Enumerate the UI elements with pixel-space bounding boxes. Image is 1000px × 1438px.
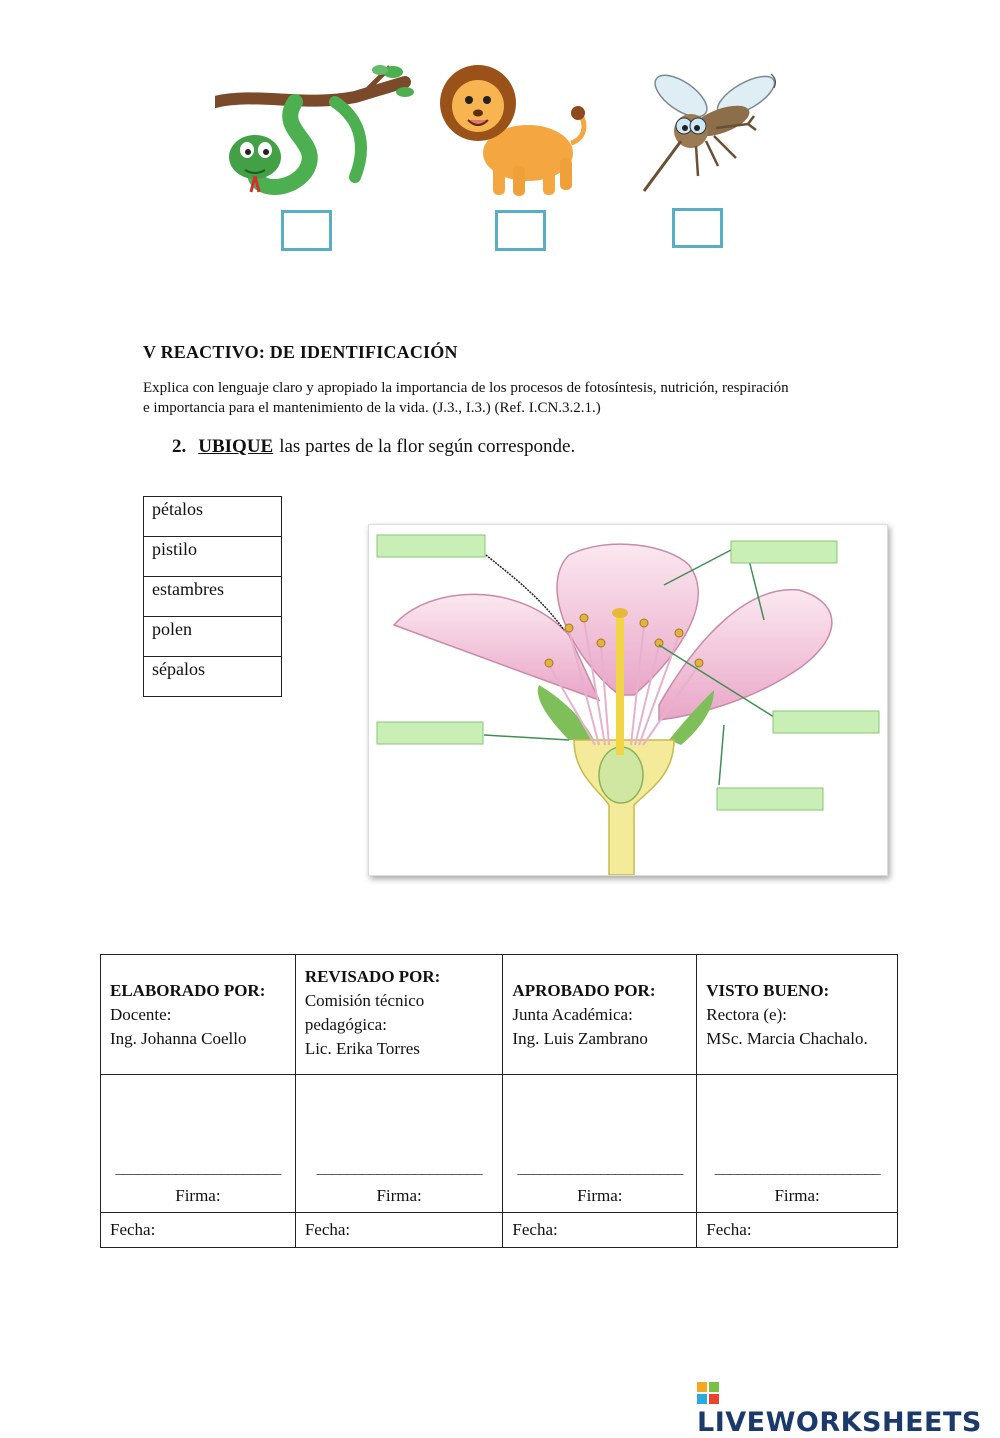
firma-label: Firma: — [577, 1186, 623, 1205]
signature-title: VISTO BUENO: — [706, 980, 830, 1000]
signature-title: REVISADO POR: — [304, 967, 441, 986]
mosquito-illustration — [636, 66, 786, 196]
question-verb: UBIQUE — [198, 436, 274, 457]
word-bank-item[interactable]: estambres — [144, 577, 282, 617]
firma-label: Firma: — [774, 1186, 820, 1205]
firma-cell[interactable] — [503, 1075, 697, 1213]
fecha-cell[interactable]: Fecha: — [101, 1213, 296, 1248]
word-bank-item[interactable]: pistilo — [144, 537, 282, 577]
flower-diagram — [368, 524, 888, 876]
mosquito-answer-box[interactable] — [672, 208, 723, 248]
signature-role: Comisión técnico — [304, 991, 425, 1010]
signature-title: ELABORADO POR: — [110, 980, 266, 1000]
signature-role: Rectora (e): — [706, 1004, 787, 1024]
question-2 — [172, 436, 575, 458]
fecha-cell[interactable]: Fecha: — [295, 1213, 503, 1248]
firma-label: Firma: — [376, 1186, 422, 1205]
signature-person: MSc. Marcia Chachalo. — [706, 1028, 868, 1048]
instruction-line-2: e importancia para el mantenimiento de la vida. (J.3., I.3.) (Ref. I.CN.3.2.1.) — [143, 400, 601, 416]
liveworksheets-icon — [697, 1382, 719, 1404]
signature-line: ______________________ — [316, 1158, 482, 1177]
signature-role: Junta Académica: — [512, 1004, 633, 1024]
brand-text: LIVEWORKSHEETS — [697, 1407, 982, 1438]
section-heading: V REACTIVO: DE IDENTIFICACIÓN — [143, 342, 458, 362]
signature-line: ______________________ — [115, 1158, 281, 1177]
firma-cell[interactable] — [295, 1075, 503, 1213]
word-bank — [143, 496, 282, 697]
question-number: 2. — [172, 436, 187, 457]
flower-illustration — [369, 525, 887, 875]
elaborado-cell — [101, 955, 296, 1075]
signature-line: ______________________ — [517, 1158, 683, 1177]
firma-cell[interactable] — [101, 1075, 296, 1213]
word-bank-item[interactable]: polen — [144, 617, 282, 657]
signatures-table — [100, 954, 898, 1248]
word-bank-item[interactable]: pétalos — [144, 497, 282, 537]
question-text: las partes de la flor según corresponde. — [279, 436, 576, 457]
firma-label: Firma: — [175, 1186, 221, 1205]
fecha-cell[interactable]: Fecha: — [503, 1213, 697, 1248]
lion-illustration — [438, 58, 593, 203]
signature-person: Ing. Johanna Coello — [110, 1028, 247, 1048]
fecha-cell[interactable]: Fecha: — [697, 1213, 898, 1248]
aprobado-cell — [503, 955, 697, 1075]
signature-person: Ing. Luis Zambrano — [512, 1028, 648, 1048]
instruction-line-1: Explica con lenguaje claro y apropiado la importancia de los procesos de fotosíntesis, nutrición, respiración — [143, 380, 789, 396]
firma-cell[interactable] — [697, 1075, 898, 1213]
snake-answer-box[interactable] — [281, 210, 332, 251]
signature-role-cont: pedagógica: — [304, 1015, 387, 1034]
visto-bueno-cell — [697, 955, 898, 1075]
signature-role: Docente: — [110, 1004, 172, 1024]
lion-answer-box[interactable] — [495, 210, 546, 251]
signature-person: Lic. Erika Torres — [304, 1039, 420, 1058]
word-bank-item[interactable]: sépalos — [144, 657, 282, 697]
revisado-cell — [295, 955, 503, 1075]
liveworksheets-logo — [697, 1376, 1000, 1438]
snake-illustration — [215, 62, 415, 202]
signature-title: APROBADO POR: — [512, 980, 656, 1000]
signature-line: ______________________ — [714, 1158, 880, 1177]
